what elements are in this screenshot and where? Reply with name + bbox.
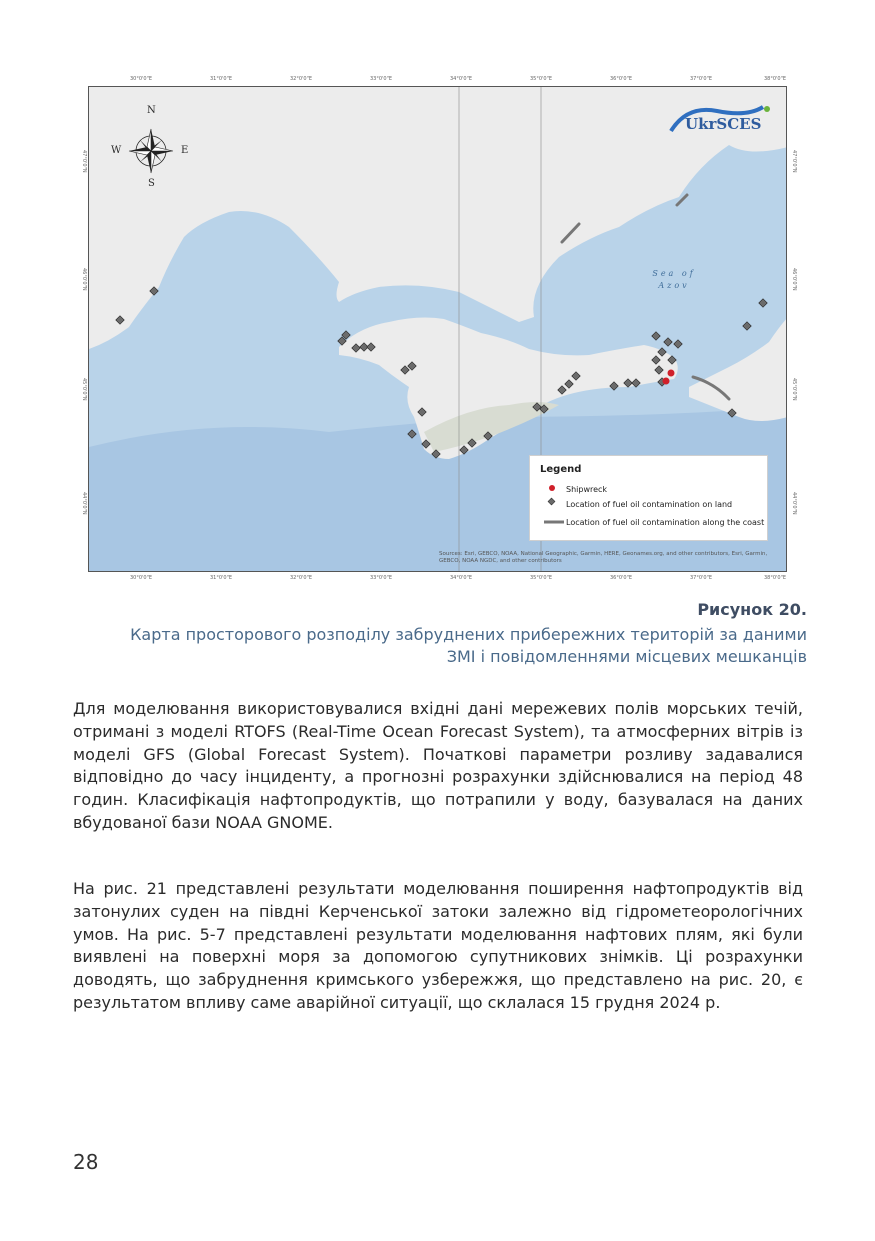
lat-tick: 46°0'0"N <box>791 268 797 291</box>
map-attribution: Sources: Esri, GEBCO, NOAA, National Geographic, Garmin, HERE, Geonames.org, and other contributors, Esri, Garmin, GEBCO, NOAA NGDC, and other contributors <box>439 551 768 564</box>
legend-coast: Location of fuel oil contamination along the coast <box>566 518 765 527</box>
legend-symbols <box>544 484 564 528</box>
compass-w: W <box>111 145 122 156</box>
lon-tick: 37°0'0"E <box>690 575 713 581</box>
lon-tick: 32°0'0"E <box>290 76 313 82</box>
lon-tick: 38°0'0"E <box>764 76 787 82</box>
shipwreck-marker <box>668 370 675 377</box>
lon-tick: 32°0'0"E <box>290 575 313 581</box>
lat-tick: 44°0'0"N <box>81 492 87 515</box>
lat-tick: 47°0'0"N <box>791 150 797 173</box>
lon-tick: 34°0'0"E <box>450 575 473 581</box>
lat-tick: 45°0'0"N <box>81 378 87 401</box>
compass-n: N <box>147 105 156 116</box>
sea-label-1: Sea of <box>652 269 696 278</box>
paragraph-1: Для моделювання використовувалися вхідні дані мережевих полів морських течій, отримані з моделі RTOFS (Real-Time Ocean Forecast System), та атмосферних вітрів із моделі GFS (Global Forecast System). Початкові параметри розливу задавалися відповідно до часу інциденту, а прогнозні розрахунки здійснювалися на період 48 годин. Класифікація нафтопродуктів, що потрапили у воду, базувалася на даних вбудованої бази NOAA GNOME. <box>73 699 803 832</box>
lat-tick: 47°0'0"N <box>81 150 87 173</box>
lat-tick: 44°0'0"N <box>791 492 797 515</box>
lon-tick: 36°0'0"E <box>610 575 633 581</box>
shipwreck-marker <box>663 378 670 385</box>
lon-tick: 33°0'0"E <box>370 575 393 581</box>
lon-tick: 31°0'0"E <box>210 76 233 82</box>
lon-tick: 30°0'0"E <box>130 76 153 82</box>
lat-tick: 45°0'0"N <box>791 378 797 401</box>
lon-tick: 33°0'0"E <box>370 76 393 82</box>
lon-tick: 38°0'0"E <box>764 575 787 581</box>
compass-e: E <box>181 145 189 156</box>
paragraph-2: На рис. 21 представлені результати моделювання поширення нафтопродуктів від затонулих суден на півдні Керченської затоки залежно від гідрометеорологічних умов. На рис. 5-7 представлені результати моделювання нафтових плям, які були виявлені на поверхні моря за допомогою супутникових знімків. Ці розрахунки доводять, що забруднення кримського узбережжя, що представлено на рис. 20, є результатом впливу саме аварійної ситуації, що склалася 15 грудня 2024 р. <box>73 879 803 1012</box>
lon-tick: 35°0'0"E <box>530 575 553 581</box>
lon-tick: 35°0'0"E <box>530 76 553 82</box>
map-legend <box>529 455 768 541</box>
ukrsces-logo <box>667 101 777 141</box>
figure-number: Рисунок 20. <box>697 600 807 619</box>
compass-s: S <box>148 178 155 189</box>
page-number: 28 <box>73 1150 99 1174</box>
lon-tick: 31°0'0"E <box>210 575 233 581</box>
legend-shipwreck: Shipwreck <box>566 485 608 494</box>
legend-title: Legend <box>540 464 582 475</box>
sea-label-2: Azov <box>658 281 690 290</box>
logo-text: UkrSCES <box>685 115 762 133</box>
lon-tick: 37°0'0"E <box>690 76 713 82</box>
lat-tick: 46°0'0"N <box>81 268 87 291</box>
legend-land: Location of fuel oil contamination on land <box>566 500 733 509</box>
lon-tick: 36°0'0"E <box>610 76 633 82</box>
figure-caption: Карта просторового розподілу забруднених прибережних територій за даними ЗМІ і повідомленнями місцевих мешканців <box>130 625 807 666</box>
lon-tick: 34°0'0"E <box>450 76 473 82</box>
lon-tick: 30°0'0"E <box>130 575 153 581</box>
contamination-map <box>88 86 787 572</box>
